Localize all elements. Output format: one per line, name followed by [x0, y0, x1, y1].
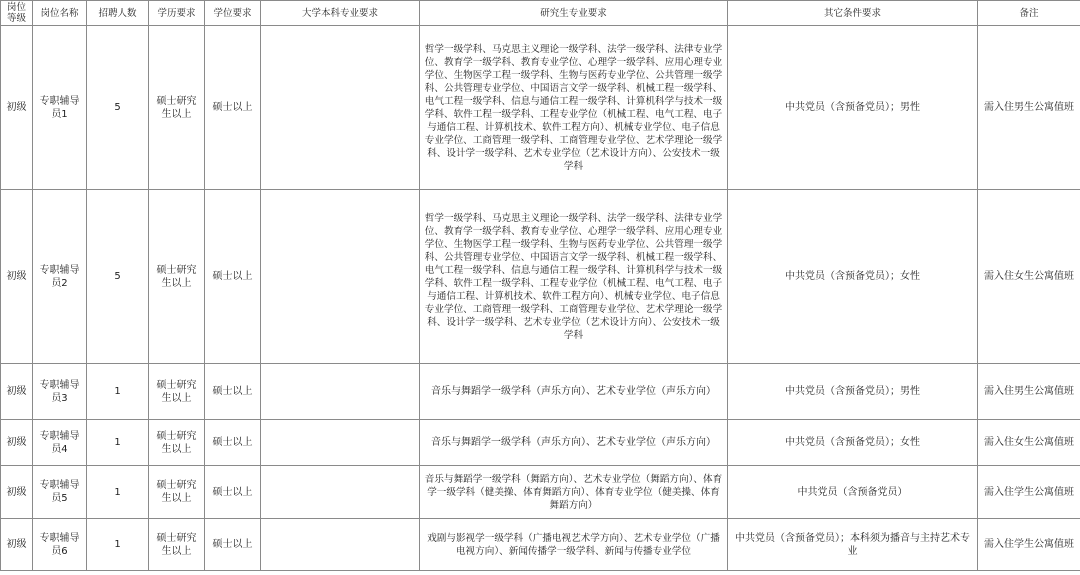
- cell-degree: 硕士以上: [205, 190, 261, 364]
- table-header: [1, 1, 1080, 26]
- table-body: [1, 26, 1080, 571]
- cell-count: 1: [87, 364, 149, 420]
- cell-count: 1: [87, 466, 149, 519]
- cell-other-conditions: 中共党员（含预备党员）；本科须为播音与主持艺术专业: [728, 519, 978, 571]
- cell-other-conditions: 中共党员（含预备党员）；男性: [728, 364, 978, 420]
- cell-degree: 硕士以上: [205, 26, 261, 190]
- cell-undergrad-major: [261, 26, 420, 190]
- cell-note: 需入住学生公寓值班: [978, 466, 1080, 519]
- table-row: [1, 364, 1080, 420]
- cell-level: 初级: [1, 26, 33, 190]
- cell-undergrad-major: [261, 466, 420, 519]
- header-degree: 学位要求: [205, 1, 261, 26]
- cell-note: 需入住男生公寓值班: [978, 26, 1080, 190]
- cell-grad-major: 哲学一级学科、马克思主义理论一级学科、法学一级学科、法律专业学位、教育学一级学科、教育专业学位、心理学一级学科、应用心理专业学位、生物医学工程一级学科、生物与医药专业学位、公共管理一级学科、公共管理专业学位、中国语言文学一级学科、机械工程一级学科、电气工程一级学科、信息与通信工程一级学科、计算机科学与技术一级学科、软件工程一级学科、工程专业学位（机械工程、电气工程、电子与通信工程、计算机技术、软件工程方向）、机械专业学位、电子信息专业学位、工商管理一级学科、工商管理专业学位、艺术学理论一级学科、设计学一级学科、艺术专业学位（艺术设计方向）、公安技术一级学科: [420, 190, 728, 364]
- cell-grad-major: 哲学一级学科、马克思主义理论一级学科、法学一级学科、法律专业学位、教育学一级学科、教育专业学位、心理学一级学科、应用心理专业学位、生物医学工程一级学科、生物与医药专业学位、公共管理一级学科、公共管理专业学位、中国语言文学一级学科、机械工程一级学科、电气工程一级学科、信息与通信工程一级学科、计算机科学与技术一级学科、软件工程一级学科、工程专业学位（机械工程、电气工程、电子与通信工程、计算机技术、软件工程方向）、机械专业学位、电子信息专业学位、工商管理一级学科、工商管理专业学位、艺术学理论一级学科、设计学一级学科、艺术专业学位（艺术设计方向）、公安技术一级学科: [420, 26, 728, 190]
- header-level: 岗位等级: [1, 1, 33, 26]
- header-note: 备注: [978, 1, 1080, 26]
- header-education: 学历要求: [149, 1, 205, 26]
- cell-degree: 硕士以上: [205, 519, 261, 571]
- cell-count: 1: [87, 420, 149, 466]
- cell-degree: 硕士以上: [205, 466, 261, 519]
- cell-undergrad-major: [261, 420, 420, 466]
- cell-degree: 硕士以上: [205, 364, 261, 420]
- cell-count: 5: [87, 190, 149, 364]
- cell-education: 硕士研究生以上: [149, 466, 205, 519]
- header-other-conditions: 其它条件要求: [728, 1, 978, 26]
- cell-grad-major: 音乐与舞蹈学一级学科（声乐方向）、艺术专业学位（声乐方向）: [420, 420, 728, 466]
- cell-grad-major: 音乐与舞蹈学一级学科（声乐方向）、艺术专业学位（声乐方向）: [420, 364, 728, 420]
- cell-name: 专职辅导员3: [33, 364, 87, 420]
- header-undergrad-major: 大学本科专业要求: [261, 1, 420, 26]
- cell-name: 专职辅导员2: [33, 190, 87, 364]
- cell-education: 硕士研究生以上: [149, 420, 205, 466]
- cell-degree: 硕士以上: [205, 420, 261, 466]
- cell-count: 1: [87, 519, 149, 571]
- header-row: [1, 1, 1080, 26]
- cell-education: 硕士研究生以上: [149, 364, 205, 420]
- table-row: [1, 466, 1080, 519]
- cell-undergrad-major: [261, 190, 420, 364]
- table-row: [1, 420, 1080, 466]
- cell-note: 需入住女生公寓值班: [978, 420, 1080, 466]
- cell-grad-major: 戏剧与影视学一级学科（广播电视艺术学方向）、艺术专业学位（广播电视方向）、新闻传播学一级学科、新闻与传播专业学位: [420, 519, 728, 571]
- cell-level: 初级: [1, 466, 33, 519]
- header-count: 招聘人数: [87, 1, 149, 26]
- cell-other-conditions: 中共党员（含预备党员）；女性: [728, 190, 978, 364]
- cell-level: 初级: [1, 519, 33, 571]
- table-row: [1, 519, 1080, 571]
- cell-note: 需入住学生公寓值班: [978, 519, 1080, 571]
- cell-count: 5: [87, 26, 149, 190]
- cell-name: 专职辅导员5: [33, 466, 87, 519]
- cell-name: 专职辅导员6: [33, 519, 87, 571]
- cell-undergrad-major: [261, 364, 420, 420]
- cell-level: 初级: [1, 190, 33, 364]
- header-name: 岗位名称: [33, 1, 87, 26]
- cell-undergrad-major: [261, 519, 420, 571]
- cell-other-conditions: 中共党员（含预备党员）；女性: [728, 420, 978, 466]
- cell-level: 初级: [1, 364, 33, 420]
- header-grad-major: 研究生专业要求: [420, 1, 728, 26]
- table-row: [1, 26, 1080, 190]
- cell-note: 需入住女生公寓值班: [978, 190, 1080, 364]
- cell-other-conditions: 中共党员（含预备党员）: [728, 466, 978, 519]
- table-row: [1, 190, 1080, 364]
- cell-name: 专职辅导员1: [33, 26, 87, 190]
- cell-name: 专职辅导员4: [33, 420, 87, 466]
- cell-note: 需入住男生公寓值班: [978, 364, 1080, 420]
- cell-other-conditions: 中共党员（含预备党员）；男性: [728, 26, 978, 190]
- cell-level: 初级: [1, 420, 33, 466]
- cell-education: 硕士研究生以上: [149, 26, 205, 190]
- cell-education: 硕士研究生以上: [149, 190, 205, 364]
- cell-grad-major: 音乐与舞蹈学一级学科（舞蹈方向）、艺术专业学位（舞蹈方向）、体育学一级学科（健美操、体育舞蹈方向）、体育专业学位（健美操、体育舞蹈方向）: [420, 466, 728, 519]
- cell-education: 硕士研究生以上: [149, 519, 205, 571]
